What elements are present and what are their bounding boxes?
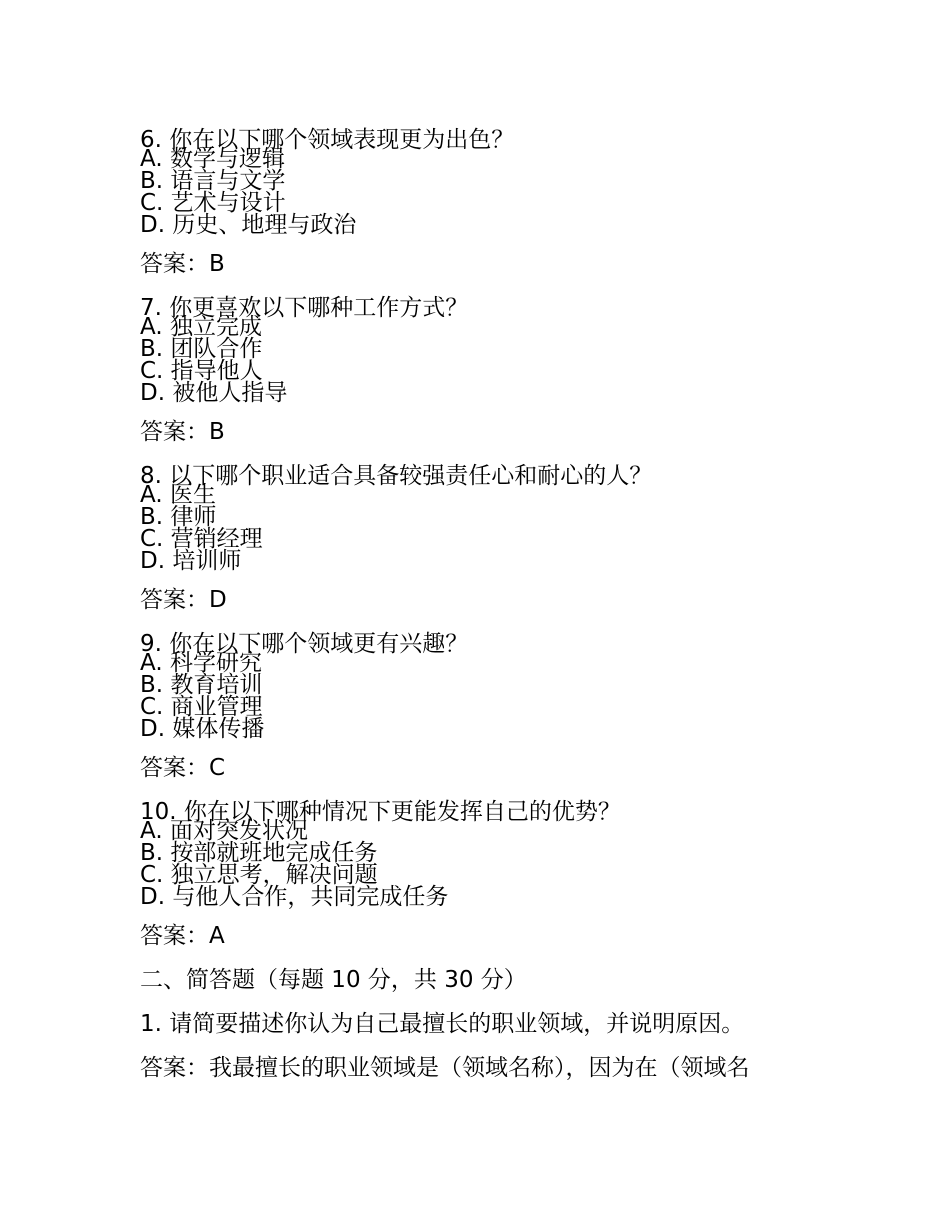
option-a: A. 数学与逻辑: [140, 146, 285, 172]
question-stem: 9. 你在以下哪个领域更有兴趣？: [140, 631, 469, 657]
option-d: D. 媒体传播: [140, 716, 265, 742]
answer-line: 答案：D: [140, 587, 227, 613]
option-c: C. 指导他人: [140, 358, 263, 384]
option-c: C. 艺术与设计: [140, 190, 286, 216]
short-answer-answer: 答案：我最擅长的职业领域是（领域名称），因为在（领域名: [140, 1055, 750, 1081]
option-b: B. 教育培训: [140, 672, 263, 698]
option-a: A. 医生: [140, 482, 216, 508]
question-6: [140, 126, 860, 278]
option-d: D. 被他人指导: [140, 380, 288, 406]
option-a: A. 独立完成: [140, 314, 262, 340]
section-title: 二、简答题（每题 10 分，共 30 分）: [140, 967, 527, 993]
short-answer-question: 1. 请简要描述你认为自己最擅长的职业领域，并说明原因。: [140, 1011, 745, 1037]
question-stem: 10. 你在以下哪种情况下更能发挥自己的优势？: [140, 799, 621, 825]
option-a: A. 科学研究: [140, 650, 262, 676]
option-b: B. 团队合作: [140, 336, 263, 362]
option-d: D. 与他人合作，共同完成任务: [140, 884, 449, 910]
question-10: [140, 798, 860, 950]
option-c: C. 商业管理: [140, 694, 263, 720]
question-9: [140, 630, 860, 782]
option-b: B. 律师: [140, 504, 217, 530]
option-c: C. 独立思考，解决问题: [140, 862, 378, 888]
question-stem: 8. 以下哪个职业适合具备较强责任心和耐心的人？: [140, 463, 653, 489]
document-page: [140, 126, 860, 1098]
question-stem: 7. 你更喜欢以下哪种工作方式？: [140, 295, 469, 321]
answer-line: 答案：B: [140, 419, 225, 445]
option-b: B. 语言与文学: [140, 168, 286, 194]
option-d: D. 培训师: [140, 548, 242, 574]
answer-line: 答案：B: [140, 251, 225, 277]
answer-line: 答案：C: [140, 755, 226, 781]
question-7: [140, 294, 860, 446]
question-8: [140, 462, 860, 614]
option-d: D. 历史、地理与政治: [140, 212, 357, 238]
option-a: A. 面对突发状况: [140, 818, 308, 844]
answer-line: 答案：A: [140, 923, 225, 949]
question-stem: 6. 你在以下哪个领域表现更为出色？: [140, 127, 515, 153]
option-c: C. 营销经理: [140, 526, 263, 552]
option-b: B. 按部就班地完成任务: [140, 840, 378, 866]
